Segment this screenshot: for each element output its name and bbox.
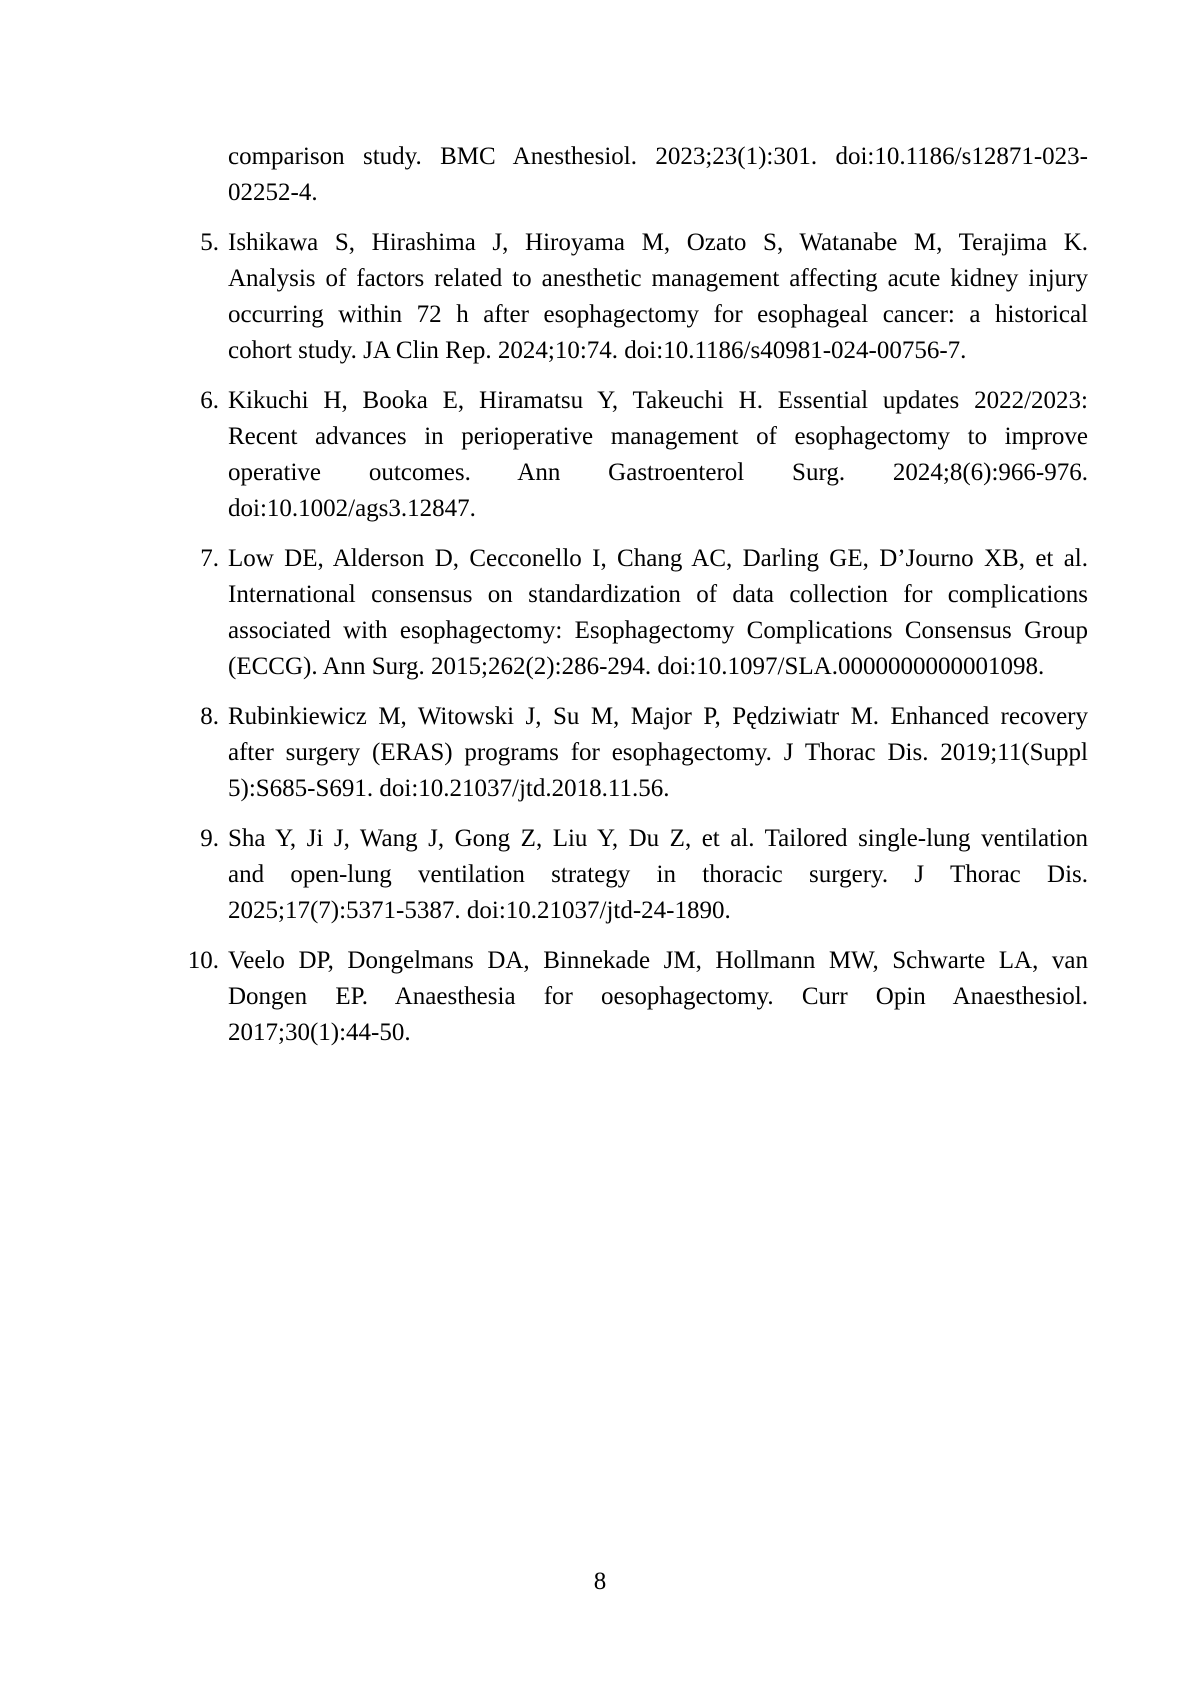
reference-line: operative outcomes. Ann Gastroenterol Surg. 2024;8(6):966-976. (228, 459, 1088, 486)
reference-line: after surgery (ERAS) programs for esophagectomy. J Thorac Dis. 2019;11(Suppl (228, 739, 1088, 766)
reference-number: 6. (200, 387, 219, 414)
reference-number: 9. (200, 825, 219, 852)
reference-line: 5):S685-S691. doi:10.21037/jtd.2018.11.56. (228, 775, 670, 802)
reference-line: associated with esophagectomy: Esophagectomy Complications Consensus Group (228, 617, 1088, 644)
reference-line: Kikuchi H, Booka E, Hiramatsu Y, Takeuchi H. Essential updates 2022/2023: (228, 387, 1088, 414)
reference-item (200, 821, 1088, 929)
reference-number: 10. (187, 947, 219, 974)
reference-line: International consensus on standardization of data collection for complications (228, 581, 1088, 608)
reference-line: 02252-4. (228, 179, 318, 206)
reference-number: 5. (200, 229, 219, 256)
reference-item (200, 699, 1088, 807)
reference-line: Dongen EP. Anaesthesia for oesophagectomy. Curr Opin Anaesthesiol. (228, 983, 1088, 1010)
reference-item (200, 383, 1088, 527)
reference-item (187, 943, 1088, 1051)
reference-line: Ishikawa S, Hirashima J, Hiroyama M, Ozato S, Watanabe M, Terajima K. (228, 229, 1088, 256)
reference-number: 7. (200, 545, 219, 572)
reference-line: Veelo DP, Dongelmans DA, Binnekade JM, Hollmann MW, Schwarte LA, van (228, 947, 1088, 974)
reference-line: Analysis of factors related to anesthetic management affecting acute kidney injury (228, 265, 1088, 292)
page-number: 8 (593, 1568, 607, 1595)
reference-item (228, 139, 1088, 211)
reference-line: Sha Y, Ji J, Wang J, Gong Z, Liu Y, Du Z, et al. Tailored single-lung ventilation (228, 825, 1088, 852)
reference-line: comparison study. BMC Anesthesiol. 2023;23(1):301. doi:10.1186/s12871-023- (228, 143, 1088, 170)
reference-line: 2017;30(1):44-50. (228, 1019, 411, 1046)
reference-list (187, 139, 1088, 1051)
reference-line: 2025;17(7):5371-5387. doi:10.21037/jtd-24-1890. (228, 897, 731, 924)
reference-line: Recent advances in perioperative management of esophagectomy to improve (228, 423, 1088, 450)
reference-line: Rubinkiewicz M, Witowski J, Su M, Major P, Pędziwiatr M. Enhanced recovery (228, 703, 1088, 730)
reference-line: Low DE, Alderson D, Cecconello I, Chang AC, Darling GE, D’Journo XB, et al. (228, 545, 1088, 572)
reference-line: cohort study. JA Clin Rep. 2024;10:74. doi:10.1186/s40981-024-00756-7. (228, 337, 967, 364)
reference-line: and open-lung ventilation strategy in thoracic surgery. J Thorac Dis. (228, 861, 1088, 888)
reference-line: doi:10.1002/ags3.12847. (228, 495, 476, 522)
reference-item (200, 541, 1088, 685)
reference-item (200, 225, 1088, 369)
reference-line: (ECCG). Ann Surg. 2015;262(2):286-294. doi:10.1097/SLA.0000000000001098. (228, 653, 1045, 680)
reference-number: 8. (200, 703, 219, 730)
reference-line: occurring within 72 h after esophagectomy for esophageal cancer: a historical (228, 301, 1088, 328)
